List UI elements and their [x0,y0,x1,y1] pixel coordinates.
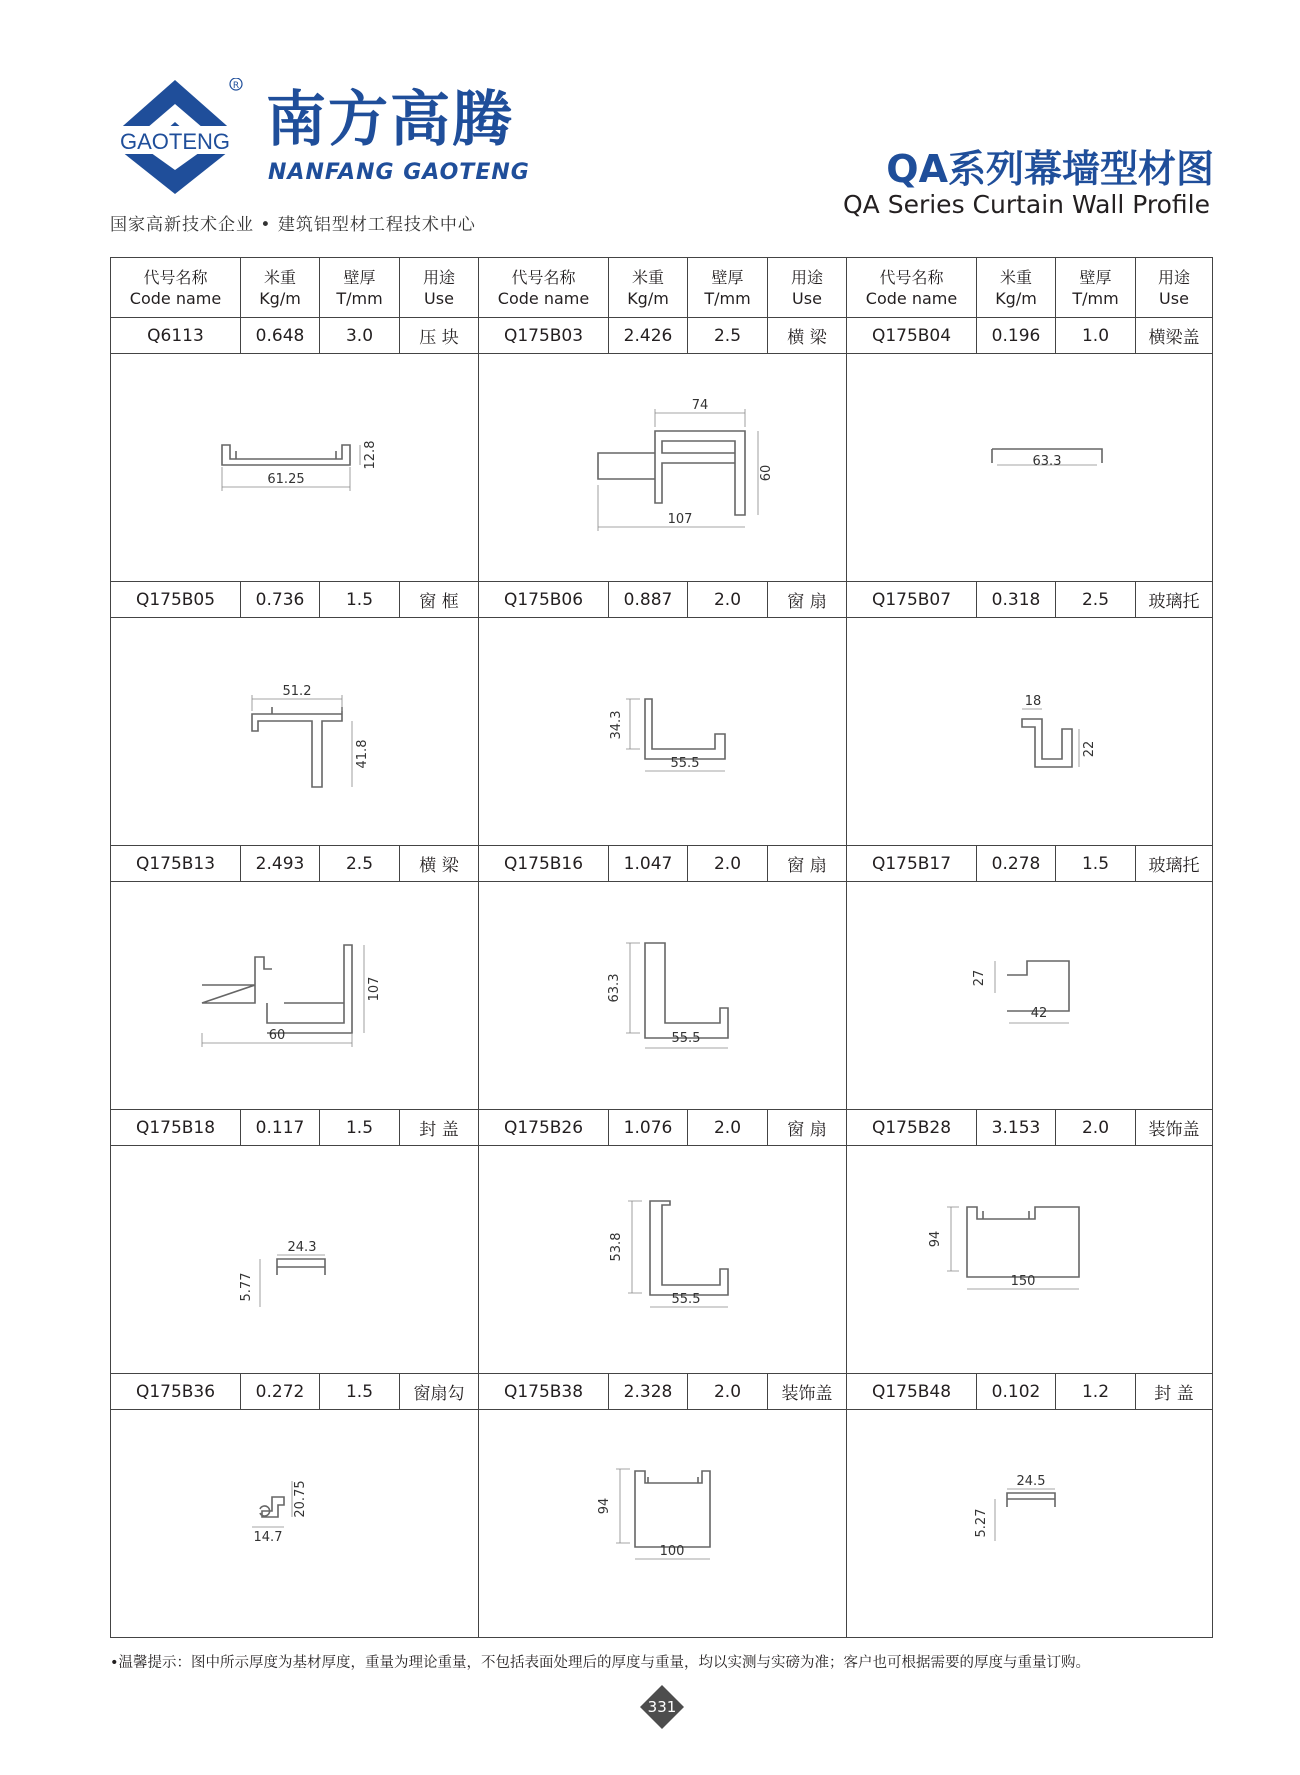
dimension-label: 150 [1010,1274,1036,1289]
profile-thickness: 1.5 [320,582,400,618]
dimension-label: 18 [1024,694,1042,709]
dimension-label: 51.2 [282,684,311,699]
dimension-label: 42 [1030,1006,1048,1021]
profile-weight: 0.648 [241,318,320,354]
profile-code: Q175B28 [847,1110,977,1146]
spec-row [111,1374,1213,1410]
profile-drawing [480,619,846,844]
dimension-label: 53.8 [608,1232,624,1262]
profile-use: 窗 扇 [768,1110,847,1146]
profile-weight: 0.117 [241,1110,320,1146]
header-weight: 米重 Kg/m [241,258,320,318]
profile-drawing-cell [111,354,479,582]
footnote: •温馨提示：图中所示厚度为基材厚度，重量为理论重量，不包括表面处理后的厚度与重量，均以实测与实磅为准；客户也可根据需要的厚度与重量订购。 [110,1655,1091,1671]
header-weight: 米重 Kg/m [977,258,1056,318]
dimension-label: 22 [1082,740,1097,758]
profile-drawing [847,355,1213,580]
dimension-label: 20.75 [292,1480,308,1518]
drawing-row [111,882,1213,1110]
spec-row [111,582,1213,618]
profile-weight: 0.887 [609,582,688,618]
drawing-row [111,354,1213,582]
dimension-label: 61.25 [266,472,305,487]
page-number: 331 [647,1698,677,1716]
page-subtitle: QA Series Curtain Wall Profile [842,190,1210,219]
profile-drawing-cell [479,618,847,846]
header-weight: 米重 Kg/m [609,258,688,318]
profile-use: 窗 扇 [768,582,847,618]
profile-weight: 2.426 [609,318,688,354]
dimension-label: 107 [366,976,382,1002]
profile-use: 封 盖 [400,1110,479,1146]
dimension-label: 60 [268,1028,285,1043]
dimension-label: 24.3 [287,1240,316,1255]
profile-drawing-cell [847,1410,1213,1638]
profile-drawing [112,883,478,1108]
profile-drawing-cell [847,1146,1213,1374]
profile-thickness: 1.0 [1056,318,1136,354]
profile-drawing-cell [111,882,479,1110]
profile-thickness: 2.5 [688,318,768,354]
profile-weight: 1.076 [609,1110,688,1146]
dimension-label: 107 [667,512,692,527]
dimension-label: 100 [659,1544,684,1559]
profile-drawing-cell [479,1146,847,1374]
dimension-label: 63.3 [606,973,622,1003]
profile-drawing-cell [111,1410,479,1638]
profile-use: 压 块 [400,318,479,354]
profile-use: 玻璃托 [1136,582,1213,618]
profile-weight: 0.196 [977,318,1056,354]
profile-thickness: 2.5 [1056,582,1136,618]
profile-drawing [480,355,846,580]
header-code: 代号名称 Code name [111,258,241,318]
profile-code: Q175B38 [479,1374,609,1410]
profile-weight: 2.328 [609,1374,688,1410]
profile-code: Q175B26 [479,1110,609,1146]
profile-use: 装饰盖 [768,1374,847,1410]
profile-use: 装饰盖 [1136,1110,1213,1146]
dimension-label: 60 [758,464,774,482]
profile-code: Q175B04 [847,318,977,354]
header-thickness: 壁厚 T/mm [1056,258,1136,318]
profile-drawing-cell [847,882,1213,1110]
spec-row [111,318,1213,354]
profile-use: 横 梁 [768,318,847,354]
drawing-row [111,1410,1213,1638]
profile-code: Q175B16 [479,846,609,882]
profile-drawing [847,1411,1213,1636]
header-code: 代号名称 Code name [847,258,977,318]
profile-drawing-cell [111,1146,479,1374]
profile-weight: 1.047 [609,846,688,882]
drawing-row [111,618,1213,846]
spec-row [111,1110,1213,1146]
profile-thickness: 2.0 [688,1110,768,1146]
profile-code: Q175B48 [847,1374,977,1410]
dimension-label: 94 [596,1497,612,1515]
brand-name-en: NANFANG GAOTENG [268,160,530,185]
logo-text: GAOTENG [119,129,231,154]
header-use: 用途 Use [1136,258,1213,318]
spec-row [111,846,1213,882]
profile-code: Q175B05 [111,582,241,618]
profile-thickness: 1.5 [320,1374,400,1410]
profile-code: Q175B18 [111,1110,241,1146]
profile-use: 玻璃托 [1136,846,1213,882]
svg-text:R: R [232,81,240,91]
profile-use: 横梁盖 [1136,318,1213,354]
profile-thickness: 2.5 [320,846,400,882]
profile-drawing-cell [479,1410,847,1638]
page-title: QA系列幕墙型材图 [886,147,1214,191]
profile-weight: 2.493 [241,846,320,882]
profile-thickness: 2.0 [688,846,768,882]
profile-drawing [112,1411,478,1636]
profile-drawing [480,1411,846,1636]
profile-drawing [112,1147,478,1372]
profile-weight: 0.272 [241,1374,320,1410]
profile-drawing-cell [847,618,1213,846]
profile-drawing [847,883,1213,1108]
profile-drawing-cell [847,354,1213,582]
profile-thickness: 2.0 [688,1374,768,1410]
profile-drawing [847,1147,1213,1372]
header-use: 用途 Use [400,258,479,318]
header-thickness: 壁厚 T/mm [688,258,768,318]
drawing-row [111,1146,1213,1374]
dimension-label: 14.7 [253,1530,282,1545]
profile-weight: 3.153 [977,1110,1056,1146]
profile-weight: 0.278 [977,846,1056,882]
header-row [111,258,1213,318]
dimension-label: 24.5 [1016,1474,1046,1489]
dimension-label: 55.5 [671,1292,700,1307]
dimension-label: 63.3 [1032,454,1062,469]
profile-weight: 0.102 [977,1374,1056,1410]
profile-code: Q175B36 [111,1374,241,1410]
profile-code: Q175B17 [847,846,977,882]
profile-weight: 0.736 [241,582,320,618]
profile-drawing [480,1147,846,1372]
header-thickness: 壁厚 T/mm [320,258,400,318]
profile-code: Q175B06 [479,582,609,618]
profile-drawing [480,883,846,1108]
dimension-label: 12.8 [362,440,378,470]
profile-use: 窗扇勾 [400,1374,479,1410]
dimension-label: 55.5 [670,756,699,771]
profile-use: 横 梁 [400,846,479,882]
profile-use: 窗 框 [400,582,479,618]
profile-code: Q6113 [111,318,241,354]
profile-drawing [112,355,478,580]
brand-name-cn: 南方高腾 [266,85,514,155]
profile-drawing-cell [479,354,847,582]
dimension-label: 55.5 [671,1031,700,1046]
profile-thickness: 1.5 [320,1110,400,1146]
dimension-label: 5.27 [974,1508,989,1538]
header-code: 代号名称 Code name [479,258,609,318]
gaoteng-logo [105,78,245,196]
profile-thickness: 1.5 [1056,846,1136,882]
dimension-label: 27 [972,969,987,987]
profile-drawing [112,619,478,844]
profile-thickness: 2.0 [1056,1110,1136,1146]
profile-code: Q175B07 [847,582,977,618]
profile-thickness: 2.0 [688,582,768,618]
profile-code: Q175B13 [111,846,241,882]
header-use: 用途 Use [768,258,847,318]
profile-code: Q175B03 [479,318,609,354]
profile-thickness: 1.2 [1056,1374,1136,1410]
dimension-label: 34.3 [608,710,624,740]
dimension-label: 5.77 [238,1272,254,1302]
dimension-label: 94 [928,1230,943,1248]
profile-table [110,257,1212,1638]
profile-thickness: 3.0 [320,318,400,354]
profile-drawing [847,619,1213,844]
profile-use: 封 盖 [1136,1374,1213,1410]
dimension-label: 74 [691,398,708,413]
profile-drawing-cell [479,882,847,1110]
tagline: 国家高新技术企业 • 建筑铝型材工程技术中心 [110,215,476,235]
dimension-label: 41.8 [354,739,370,769]
profile-weight: 0.318 [977,582,1056,618]
profile-use: 窗 扇 [768,846,847,882]
profile-drawing-cell [111,618,479,846]
